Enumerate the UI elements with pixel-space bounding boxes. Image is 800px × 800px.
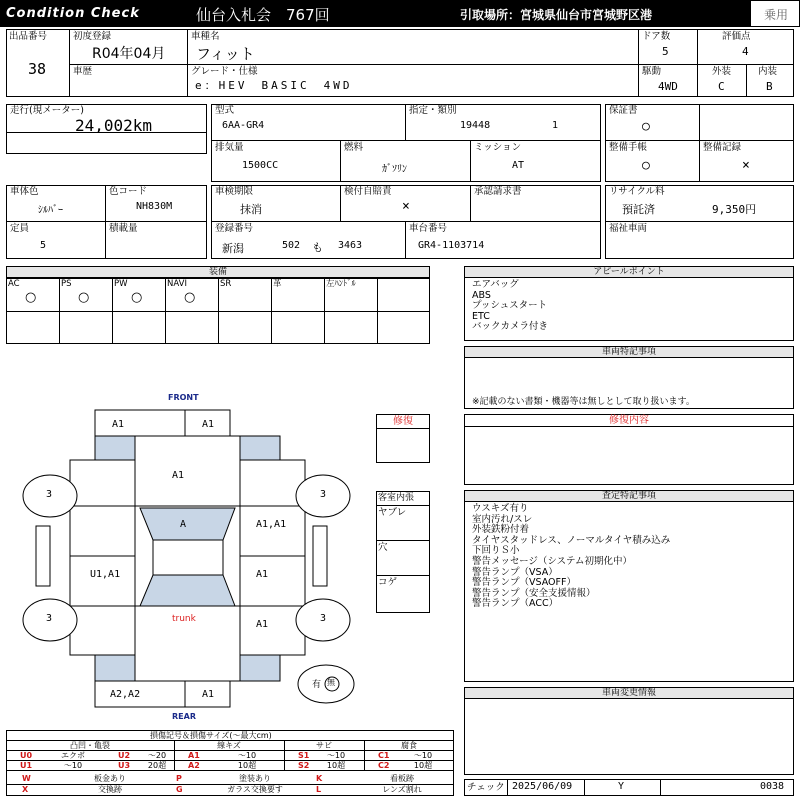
panel-trunk: trunk (172, 614, 196, 624)
change-block (464, 687, 794, 775)
cabin-item-tear: ヤブレ (378, 507, 407, 518)
legend-cell-1-7: 10超 (326, 761, 346, 770)
mileage-value: 24,002km (75, 116, 153, 135)
legend-cell-1-5: 10超 (237, 761, 257, 770)
capacity-value: 5 (40, 240, 47, 251)
assessment-line-2: 外装鉄粉付着 (472, 524, 530, 536)
rear-label: REAR (172, 712, 196, 721)
legend-title: 損傷記号＆損傷サイズ(〜最大cm) (150, 731, 272, 740)
panel-front-bumper-right: A1 (202, 419, 215, 430)
pickup-location: 引取場所：宮城県仙台市宮城野区港 (460, 8, 653, 22)
legend-cell-1-0: U1 (20, 761, 33, 770)
mileage-label: 走行(現メーター) (10, 105, 84, 116)
legend-cell-1-1: 〜10 (63, 761, 83, 770)
legend-cell-1-4: A2 (188, 761, 200, 770)
model-label: 型式 (215, 105, 235, 116)
car-name-value: フィット (196, 45, 255, 63)
repair-title: 修復 (377, 415, 429, 429)
equipment-header-0: AC (8, 279, 20, 289)
legend-cell-0-6: S1 (298, 751, 310, 760)
check-number: 0038 (760, 781, 785, 792)
panel-left-rear-door: U1,A1 (90, 569, 121, 580)
cabin-item-hole: 穴 (378, 542, 388, 553)
designation-label: 指定・類別 (409, 105, 457, 116)
legend-group-0: 凸凹・亀裂 (70, 741, 110, 750)
maint-label: 整備記録 (703, 142, 742, 153)
legend-group-3: 腐食 (401, 741, 417, 750)
drive-value: 4WD (658, 80, 678, 93)
assessment-title: 査定特記事項 (465, 491, 793, 502)
legend-line (6, 784, 454, 785)
equipment-col-divider (165, 278, 166, 344)
registration-block (211, 185, 601, 259)
panel-windshield: A (180, 519, 187, 530)
cabin-item-burn: コゲ (378, 577, 398, 588)
equipment-value-0: ○ (25, 290, 37, 305)
appeal-line-4: バックカメラ付き (472, 321, 549, 332)
equipment-header-1: PS (61, 279, 72, 289)
exterior-label: 外装 (712, 66, 732, 77)
assessment-line-9: 警告ランプ（ACC） (472, 598, 559, 610)
tire-front-right: 3 (320, 489, 327, 500)
legend-bottom-1-4: L (316, 784, 322, 794)
welfare-label: 福祉車両 (609, 223, 648, 234)
liability-label: 検付自賠責 (344, 186, 392, 197)
legend-group-2: サビ (316, 741, 332, 750)
drive-label: 駆動 (642, 66, 662, 77)
equipment-title: 装備 (7, 267, 429, 278)
fuel-value: ｶﾞｿﾘﾝ (382, 164, 407, 175)
first-reg-value: R04年04月 (92, 46, 166, 62)
inspection-value: 抹消 (240, 203, 262, 216)
history-label: 車歴 (73, 66, 93, 77)
capacity-label: 定員 (10, 223, 30, 234)
color-label: 車体色 (10, 186, 39, 197)
legend-bottom-0-0: W (22, 774, 31, 783)
tire-rear-left: 3 (46, 613, 53, 624)
car-diagram (0, 400, 370, 710)
mission-value: AT (512, 160, 525, 171)
panel-right-quarter: A1 (256, 619, 269, 630)
approval-label: 承認請求書 (474, 186, 522, 197)
maint-value: × (742, 158, 750, 173)
legend-cell-0-0: U0 (20, 751, 33, 760)
legend-cell-0-5: 〜10 (237, 751, 257, 760)
panel-front-bumper-left: A1 (112, 419, 125, 430)
legend-bottom-1-3: ガラス交換要す (227, 784, 283, 794)
displacement-value: 1500CC (242, 160, 279, 171)
legend-line (6, 770, 454, 771)
header-title: Condition Check (6, 6, 140, 21)
color-code-value: NH830M (136, 201, 173, 212)
assessment-line-6: 警告ランプ（VSA） (472, 566, 558, 578)
legend-group-1: 線キズ (217, 741, 241, 750)
legend-cell-1-6: S2 (298, 761, 310, 770)
cabin-title: 客室内張 (378, 493, 415, 503)
tire-rear-right: 3 (320, 613, 327, 624)
front-label: FRONT (168, 393, 199, 402)
legend-bottom-0-4: K (316, 774, 323, 783)
category: 乗用 (764, 8, 789, 22)
car-name-label: 車種名 (191, 31, 220, 42)
plate-region: 新潟 (222, 242, 244, 255)
equipment-col-divider (377, 278, 378, 344)
legend-cell-1-9: 10超 (413, 761, 433, 770)
color-code-label: 色コード (109, 186, 148, 197)
chassis-value: GR4-1103714 (418, 240, 485, 251)
manual-value: ○ (642, 158, 650, 173)
recycle-value: 9,350円 (712, 203, 757, 216)
check-inspector: Y (618, 781, 625, 792)
equipment-header-2: PW (114, 279, 128, 289)
assessment-line-3: タイヤスタッドレス、ノーマルタイヤ積み込み (472, 534, 671, 546)
appeal-line-2: プッシュスタート (472, 300, 548, 311)
equipment-col-divider (271, 278, 272, 344)
manual-label: 整備手帳 (609, 142, 648, 153)
equipment-col-divider (112, 278, 113, 344)
panel-hood: A1 (172, 470, 185, 481)
interior-label: 内装 (758, 66, 778, 77)
legend-bottom-0-1: 板金あり (94, 774, 126, 783)
change-title: 車両変更情報 (465, 688, 793, 699)
lot-value: 38 (28, 60, 47, 78)
legend-cell-0-1: エクボ (61, 751, 85, 760)
displacement-label: 排気量 (215, 142, 244, 153)
check-date: 2025/06/09 (512, 781, 573, 792)
equipment-header-3: NAVI (167, 279, 187, 289)
tire-front-left: 3 (46, 489, 53, 500)
grade-value: e：HEV BASIC 4WD (195, 79, 353, 92)
appeal-line-0: エアバッグ (472, 279, 519, 290)
legend-cell-0-4: A1 (188, 751, 200, 760)
spare-tire-state: 無 (327, 678, 335, 687)
designation-value: 19448 (460, 120, 491, 131)
legend-bottom-1-2: G (176, 784, 183, 794)
assessment-line-4: 下回りＳ小 (472, 545, 520, 557)
legend-cell-0-7: 〜10 (326, 751, 346, 760)
legend-cell-0-8: C1 (378, 751, 390, 760)
doors-label: ドア数 (642, 31, 671, 42)
plate-class: 502 (282, 240, 301, 251)
special-title: 車両特記事項 (465, 347, 793, 358)
check-label: チェック (467, 782, 505, 793)
panel-rear-bumper-right: A1 (202, 689, 215, 700)
appeal-title: アピールポイント (465, 267, 793, 278)
plate-number: 3463 (338, 240, 363, 251)
model-value: 6AA-GR4 (222, 120, 265, 131)
warranty-value: ○ (642, 119, 650, 134)
equipment-header-4: SR (220, 279, 232, 289)
legend-cell-0-3: 〜20 (147, 751, 167, 760)
plate-kana: も (312, 241, 323, 254)
legend-cell-1-8: C2 (378, 761, 390, 770)
panel-rear-bumper-left: A2,A2 (110, 689, 141, 700)
exterior-value: C (718, 80, 725, 93)
appeal-line-1: ABS (472, 289, 491, 301)
chassis-label: 車台番号 (409, 223, 448, 234)
legend-bottom-0-3: 塗装あり (239, 774, 271, 783)
equipment-col-divider (218, 278, 219, 344)
class-value: 1 (552, 120, 559, 131)
fuel-label: 燃料 (344, 142, 364, 153)
legend-bottom-0-2: P (176, 774, 182, 783)
mission-label: ミッション (474, 142, 522, 153)
assessment-line-5: 警告メッセージ（システム初期化中） (472, 556, 632, 567)
legend-bottom-1-5: レンズ割れ (382, 784, 422, 794)
assessment-line-7: 警告ランプ（VSAOFF） (472, 577, 576, 589)
legend-bottom-1-0: X (22, 784, 29, 794)
equipment-col-divider (59, 278, 60, 344)
equipment-header-6: 左ﾊﾝﾄﾞﾙ (326, 279, 356, 289)
grade-label: グレード・仕様 (191, 66, 258, 77)
lot-label: 出品番号 (9, 31, 48, 42)
equipment-header-5: 革 (273, 279, 282, 289)
equipment-value-1: ○ (78, 290, 90, 305)
rating-label: 評価点 (722, 31, 751, 42)
appeal-line-3: ETC (472, 310, 490, 322)
recycle-status: 預託済 (622, 203, 655, 216)
spare-tire-label: 有 (312, 680, 322, 690)
equipment-col-divider (324, 278, 325, 344)
doors-value: 5 (662, 45, 669, 58)
rating-value: 4 (742, 45, 749, 58)
recycle-label: リサイクル料 (609, 186, 665, 197)
liability-value: × (402, 199, 410, 214)
legend-cell-1-3: 20超 (147, 761, 167, 770)
legend-bottom-0-5: 看板跡 (390, 774, 414, 783)
first-reg-label: 初度登録 (73, 31, 112, 42)
assessment-line-1: 室内汚れ/スレ (472, 513, 533, 525)
auction-name: 仙台入札会 767回 (196, 6, 330, 24)
legend-bottom-1-1: 交換跡 (98, 784, 122, 794)
plate-label: 登録番号 (215, 223, 254, 234)
legend-cell-1-2: U3 (118, 761, 131, 770)
legend-cell-0-2: U2 (118, 751, 131, 760)
repair-content-title: 修復内容 (465, 415, 793, 427)
assessment-line-0: ウスキズ有り (472, 503, 529, 514)
inspection-label: 車検期限 (215, 186, 254, 197)
load-label: 積載量 (109, 223, 138, 234)
warranty-label: 保証書 (609, 105, 638, 116)
equipment-value-3: ○ (184, 290, 196, 305)
panel-right-front-door: A1,A1 (256, 519, 287, 530)
color-value: ｼﾙﾊﾞｰ (38, 205, 63, 216)
legend-cell-0-9: 〜10 (413, 751, 433, 760)
special-note: ※記載のない書類・機器等は無しとして取り扱います。 (472, 397, 695, 407)
panel-right-rear-door: A1 (256, 569, 269, 580)
equipment-value-2: ○ (131, 290, 143, 305)
interior-value: B (766, 80, 773, 93)
assessment-line-8: 警告ランプ（安全支援情報） (472, 587, 596, 599)
